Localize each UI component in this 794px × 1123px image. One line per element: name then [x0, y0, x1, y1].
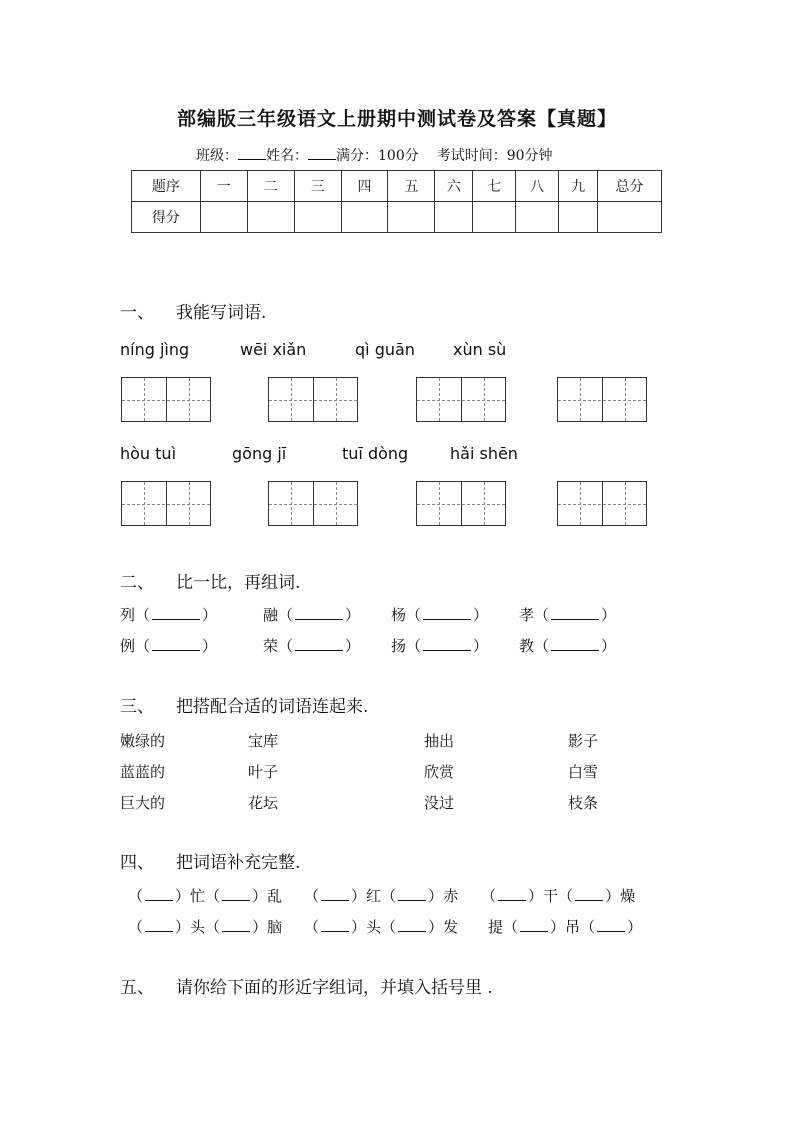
pinyin: qì guān	[355, 340, 415, 359]
section4-heading	[120, 848, 300, 873]
answer-blank[interactable]	[398, 918, 426, 932]
word-blank-item: 扬（ ）	[391, 637, 489, 655]
table-cell: 得分	[132, 202, 201, 233]
section-title: 把搭配合适的词语连起来.	[176, 697, 369, 717]
word-blank-item: 荣（ ）	[263, 637, 361, 655]
answer-blank[interactable]	[321, 918, 349, 932]
writing-grid[interactable]	[268, 377, 358, 422]
table-cell: 二	[247, 171, 294, 202]
table-cell: 一	[200, 171, 247, 202]
word-blank-item: 融（ ）	[263, 606, 361, 624]
word-blank-item: 列（ ）	[120, 606, 218, 624]
section-number: 五、	[120, 978, 154, 998]
score-cell[interactable]	[200, 202, 247, 233]
writing-grid[interactable]	[268, 481, 358, 526]
class-label: 班级：	[196, 148, 238, 164]
pinyin: hǎi shēn	[450, 444, 518, 463]
score-cell[interactable]	[247, 202, 294, 233]
section5-heading	[120, 973, 493, 998]
score-cell[interactable]	[473, 202, 516, 233]
pinyin: tuī dòng	[342, 444, 409, 463]
table-cell: 题序	[132, 171, 201, 202]
writing-grid[interactable]	[416, 377, 506, 422]
score-table-score-row	[132, 202, 662, 233]
match-word[interactable]: 欣赏	[424, 763, 455, 781]
score-cell[interactable]	[516, 202, 559, 233]
writing-grid[interactable]	[416, 481, 506, 526]
answer-blank[interactable]	[551, 606, 599, 620]
word-blank-item: 孝（ ）	[519, 606, 617, 624]
pinyin: hòu tuì	[120, 444, 177, 463]
answer-blank[interactable]	[152, 606, 200, 620]
match-word[interactable]: 叶子	[248, 763, 279, 781]
table-cell: 九	[559, 171, 598, 202]
match-word[interactable]: 巨大的	[120, 794, 166, 812]
answer-blank[interactable]	[498, 887, 526, 901]
match-word[interactable]: 白雪	[568, 763, 599, 781]
word-blank-item: 例（ ）	[120, 637, 218, 655]
score-table	[131, 170, 662, 233]
writing-grid[interactable]	[557, 377, 647, 422]
section1-heading	[120, 298, 266, 323]
match-word[interactable]: 影子	[568, 732, 599, 750]
match-word[interactable]: 蓝蓝的	[120, 763, 166, 781]
answer-blank[interactable]	[423, 637, 471, 651]
match-word[interactable]: 没过	[424, 794, 455, 812]
idiom-item: （ ）头（ ）发	[304, 918, 459, 936]
section2-heading	[120, 568, 300, 593]
idiom-item: （ ）红（ ）赤	[304, 887, 459, 905]
answer-blank[interactable]	[423, 606, 471, 620]
section-number: 二、	[120, 573, 154, 593]
table-cell: 六	[435, 171, 473, 202]
score-cell[interactable]	[341, 202, 388, 233]
pinyin: gōng jī	[232, 444, 287, 463]
writing-grid[interactable]	[557, 481, 647, 526]
answer-blank[interactable]	[295, 637, 343, 651]
section3-heading	[120, 692, 368, 717]
table-cell: 五	[388, 171, 435, 202]
exam-info	[196, 145, 553, 165]
full-score: 满分：100分	[336, 148, 419, 164]
answer-blank[interactable]	[222, 918, 250, 932]
name-blank[interactable]	[308, 147, 336, 160]
table-cell: 七	[473, 171, 516, 202]
word-blank-item: 杨（ ）	[391, 606, 489, 624]
idiom-item: （ ）头（ ）脑	[128, 918, 283, 936]
section-title: 我能写词语.	[176, 303, 267, 323]
answer-blank[interactable]	[398, 887, 426, 901]
name-label: 姓名：	[266, 148, 308, 164]
match-word[interactable]: 花坛	[248, 794, 279, 812]
answer-blank[interactable]	[222, 887, 250, 901]
pinyin: níng jìng	[120, 340, 190, 359]
table-cell: 总分	[598, 171, 662, 202]
score-cell[interactable]	[598, 202, 662, 233]
section-number: 四、	[120, 853, 154, 873]
idiom-item: （ ）干（ ）燥	[481, 887, 636, 905]
answer-blank[interactable]	[152, 637, 200, 651]
section-title: 把词语补充完整.	[176, 853, 301, 873]
answer-blank[interactable]	[575, 887, 603, 901]
score-cell[interactable]	[559, 202, 598, 233]
page-title: 部编版三年级语文上册期中测试卷及答案【真题】	[176, 108, 617, 130]
idiom-item: （ ）忙（ ）乱	[128, 887, 283, 905]
match-word[interactable]: 抽出	[424, 732, 455, 750]
match-word[interactable]: 宝库	[248, 732, 279, 750]
writing-grid[interactable]	[121, 481, 211, 526]
answer-blank[interactable]	[551, 637, 599, 651]
section-number: 三、	[120, 697, 154, 717]
answer-blank[interactable]	[321, 887, 349, 901]
answer-blank[interactable]	[597, 918, 625, 932]
match-word[interactable]: 嫩绿的	[120, 732, 166, 750]
exam-time: 考试时间：90分钟	[436, 148, 553, 164]
score-cell[interactable]	[388, 202, 435, 233]
table-cell: 四	[341, 171, 388, 202]
score-table-header-row	[132, 171, 662, 202]
section-title: 请你给下面的形近字组词，并填入括号里 .	[176, 978, 493, 998]
word-blank-item: 教（ ）	[519, 637, 617, 655]
pinyin: xùn sù	[453, 340, 507, 359]
table-cell: 八	[516, 171, 559, 202]
idiom-item: 提（ ）吊（ ）	[488, 918, 643, 936]
answer-blank[interactable]	[145, 918, 173, 932]
answer-blank[interactable]	[145, 887, 173, 901]
writing-grid[interactable]	[121, 377, 211, 422]
class-blank[interactable]	[238, 147, 266, 160]
section-title: 比一比，再组词.	[176, 573, 301, 593]
answer-blank[interactable]	[295, 606, 343, 620]
score-cell[interactable]	[435, 202, 473, 233]
match-word[interactable]: 枝条	[568, 794, 599, 812]
score-cell[interactable]	[294, 202, 341, 233]
table-cell: 三	[294, 171, 341, 202]
section-number: 一、	[120, 303, 154, 323]
answer-blank[interactable]	[520, 918, 548, 932]
pinyin: wēi xiǎn	[240, 340, 307, 359]
